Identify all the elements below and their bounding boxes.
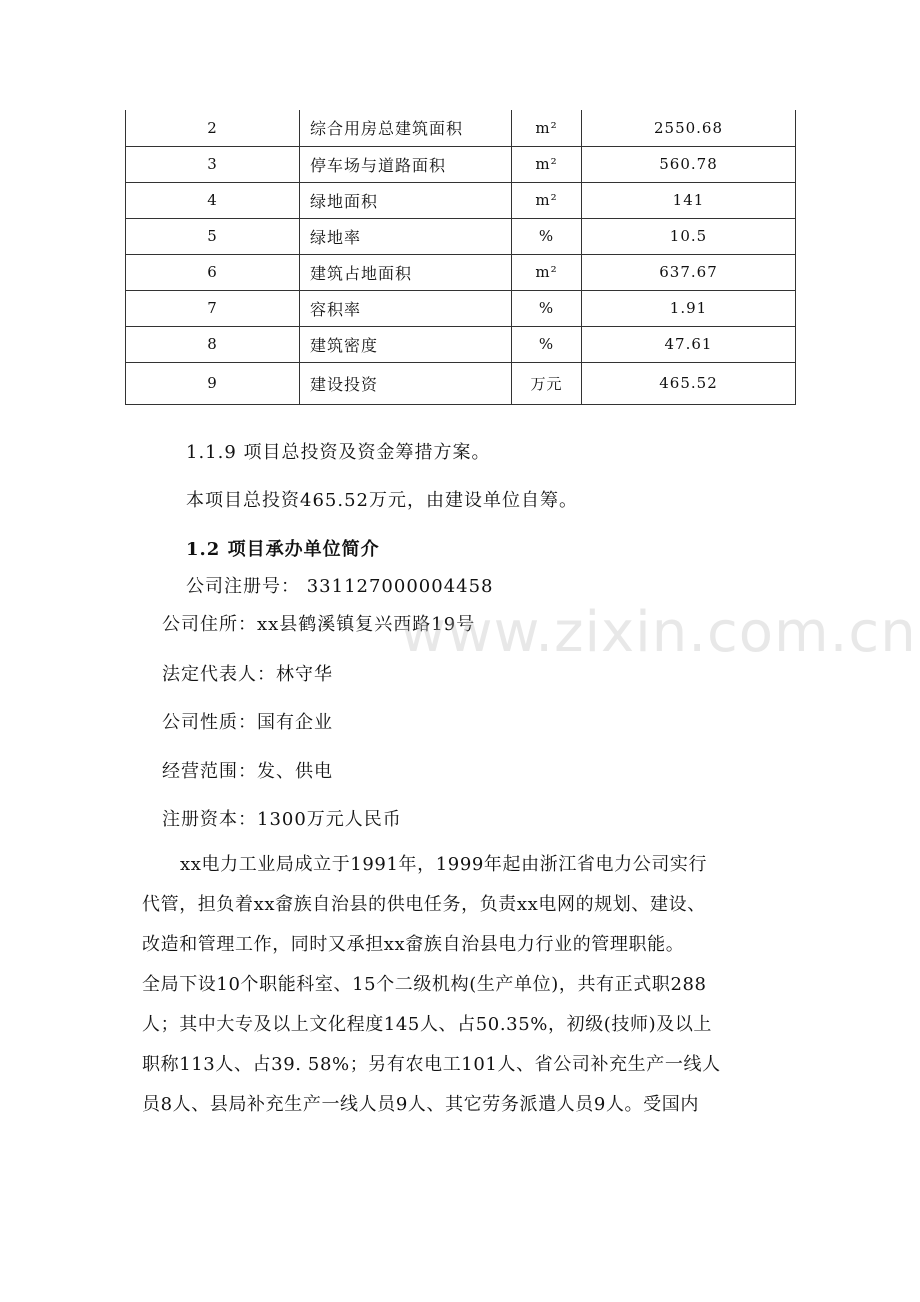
business-scope: 经营范围：发、供电: [162, 761, 333, 782]
item-name: 综合用房总建筑面积: [300, 110, 512, 146]
body-line: 改造和管理工作，同时又承担xx畲族自治县电力行业的管理职能。: [142, 934, 685, 955]
row-number: 5: [126, 218, 300, 254]
table-row: [126, 110, 796, 146]
item-value: 560.78: [582, 146, 796, 182]
company-address: 公司住所：xx县鹤溪镇复兴西路19号: [162, 614, 476, 635]
table-row: [126, 146, 796, 182]
company-description: [142, 845, 802, 1125]
section-heading-1-2: 1.2 项目承办单位简介: [186, 539, 380, 560]
body-line: 员8人、县局补充生产一线人员9人、其它劳务派遣人员9人。受国内: [142, 1094, 699, 1115]
row-number: 3: [126, 146, 300, 182]
body-line: 全局下设10个职能科室、15个二级机构(生产单位)，共有正式职288: [142, 974, 707, 995]
item-value: 637.67: [582, 254, 796, 290]
table-row: [126, 182, 796, 218]
row-number: 8: [126, 326, 300, 362]
investment-text: 本项目总投资465.52万元，由建设单位自筹。: [186, 490, 578, 511]
row-number: 7: [126, 290, 300, 326]
item-value: 465.52: [582, 362, 796, 404]
item-unit: m²: [512, 182, 582, 218]
item-name: 绿地率: [300, 218, 512, 254]
item-value: 1.91: [582, 290, 796, 326]
watermark: www.zixin.com.cn: [400, 600, 917, 665]
registered-capital: 注册资本：1300万元人民币: [162, 809, 402, 830]
item-unit: 万元: [512, 362, 582, 404]
item-unit: %: [512, 290, 582, 326]
item-name: 建设投资: [300, 362, 512, 404]
body-line: xx电力工业局成立于1991年，1999年起由浙江省电力公司实行: [180, 854, 708, 875]
item-name: 建筑占地面积: [300, 254, 512, 290]
company-nature: 公司性质：国有企业: [162, 712, 333, 733]
body-line: 职称113人、占39. 58%；另有农电工101人、省公司补充生产一线人: [142, 1054, 721, 1075]
body-line: 人；其中大专及以上文化程度145人、占50.35%，初级(技师)及以上: [142, 1014, 713, 1035]
item-name: 绿地面积: [300, 182, 512, 218]
item-unit: %: [512, 326, 582, 362]
row-number: 4: [126, 182, 300, 218]
table-row: [126, 362, 796, 404]
item-value: 10.5: [582, 218, 796, 254]
item-unit: m²: [512, 254, 582, 290]
item-name: 停车场与道路面积: [300, 146, 512, 182]
table-row: [126, 290, 796, 326]
item-unit: %: [512, 218, 582, 254]
table-row: [126, 254, 796, 290]
row-number: 9: [126, 362, 300, 404]
table-row: [126, 218, 796, 254]
row-number: 2: [126, 110, 300, 146]
item-value: 141: [582, 182, 796, 218]
item-unit: m²: [512, 110, 582, 146]
section-heading-1-1-9: 1.1.9 项目总投资及资金筹措方案。: [186, 442, 491, 463]
company-reg-no: 公司注册号： 331127000004458: [186, 576, 494, 597]
body-line: 代管，担负着xx畲族自治县的供电任务，负责xx电网的规划、建设、: [142, 894, 706, 915]
row-number: 6: [126, 254, 300, 290]
project-indicator-table: [125, 110, 796, 405]
legal-representative: 法定代表人：林守华: [162, 664, 333, 685]
item-name: 建筑密度: [300, 326, 512, 362]
item-value: 2550.68: [582, 110, 796, 146]
item-name: 容积率: [300, 290, 512, 326]
table-row: [126, 326, 796, 362]
item-value: 47.61: [582, 326, 796, 362]
item-unit: m²: [512, 146, 582, 182]
